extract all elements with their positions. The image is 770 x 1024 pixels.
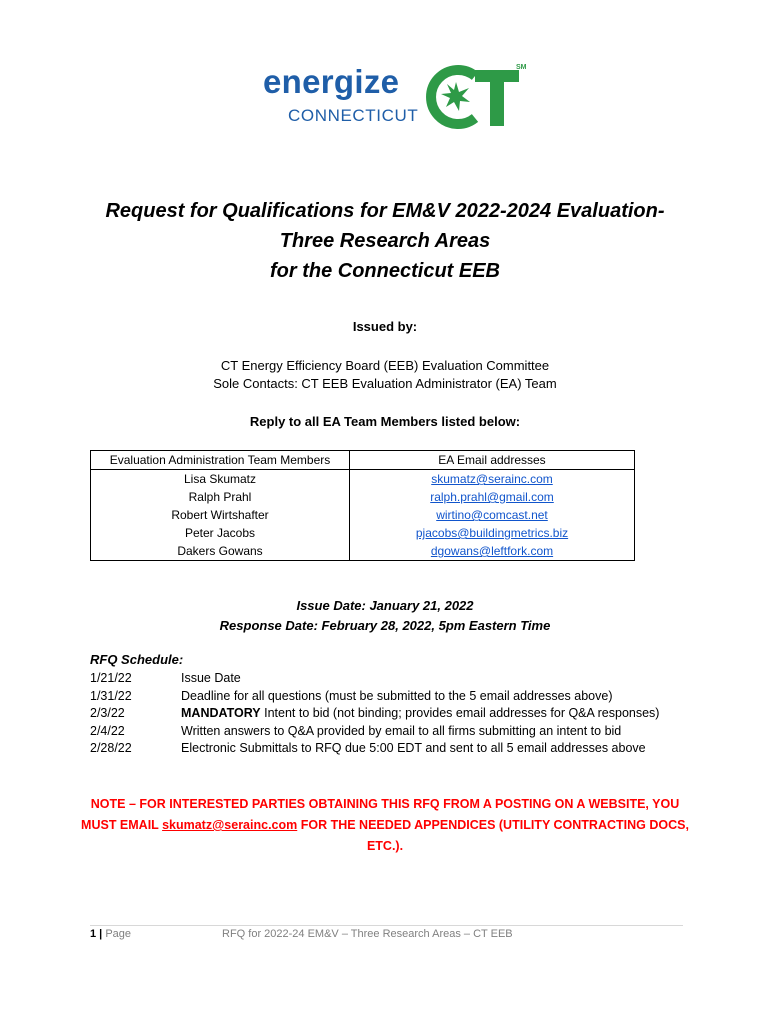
- title-line-1: Request for Qualifications for EM&V 2022-2024 Evaluation-: [105, 200, 665, 222]
- issuer-line-1: CT Energy Efficiency Board (EEB) Evaluation Committee: [220, 358, 550, 373]
- ct-mark-icon: [423, 64, 519, 130]
- header-emails: EA Email addresses: [350, 451, 635, 470]
- footer-title: RFQ for 2022-24 EM&V – Three Research Areas – CT EEB: [222, 928, 513, 940]
- title-line-2: Three Research Areas: [279, 230, 491, 252]
- table-row: [91, 488, 635, 506]
- header-members: Evaluation Administration Team Members: [91, 451, 350, 470]
- reply-instruction: Reply to all EA Team Members listed below:: [249, 414, 521, 429]
- member-name: Dakers Gowans: [91, 542, 350, 561]
- schedule-text: Electronic Submittals to RFQ due 5:00 EDT and sent to all 5 email addresses above: [181, 741, 646, 756]
- schedule-text: Deadline for all questions (must be submitted to the 5 email addresses above): [181, 688, 613, 703]
- logo-wordmark: energize: [263, 63, 400, 100]
- document-title: [60, 196, 710, 286]
- schedule-text: Written answers to Q&A provided by email to all firms submitting an intent to bid: [181, 723, 622, 738]
- member-email-link[interactable]: pjacobs@buildingmetrics.biz: [415, 526, 569, 540]
- member-email-link[interactable]: ralph.prahl@gmail.com: [430, 490, 554, 504]
- member-name: Robert Wirtshafter: [91, 506, 350, 524]
- schedule-emphasis: MANDATORY: [181, 706, 261, 721]
- member-email-link[interactable]: wirtino@comcast.net: [436, 508, 548, 522]
- website-notice: [80, 794, 690, 857]
- footer-page-number: [90, 928, 131, 940]
- service-mark: SM: [516, 64, 527, 71]
- schedule-list: [90, 670, 659, 758]
- title-line-3: for the Connecticut EEB: [269, 260, 500, 282]
- member-email-link[interactable]: skumatz@serainc.com: [431, 472, 553, 486]
- schedule-date: 1/21/22: [90, 671, 132, 685]
- schedule-date: 1/31/22: [90, 688, 132, 703]
- table-row: [91, 524, 635, 542]
- footer-divider: [90, 925, 683, 926]
- list-item: [90, 705, 659, 723]
- schedule-text: Issue Date: [181, 671, 241, 685]
- issuer-line-2: Sole Contacts: CT EEB Evaluation Administrator (EA) Team: [213, 376, 557, 391]
- table-row: [91, 542, 635, 561]
- member-name: Lisa Skumatz: [91, 470, 350, 489]
- list-item: [90, 688, 659, 706]
- notice-email-link[interactable]: skumatz@serainc.com: [162, 818, 298, 832]
- energize-ct-logo: [263, 62, 533, 132]
- page-number: 1: [90, 928, 97, 940]
- member-name: Peter Jacobs: [91, 524, 350, 542]
- issued-by-label: Issued by:: [352, 319, 418, 334]
- page-separator: |: [96, 928, 106, 940]
- notice-text-2: FOR THE NEEDED APPENDICES (UTILITY CONTRACTING DOCS, ETC.).: [297, 818, 689, 853]
- logo-subtitle: CONNECTICUT: [288, 106, 419, 125]
- table-row: [91, 470, 635, 489]
- member-name: Ralph Prahl: [91, 488, 350, 506]
- page-label: Page: [105, 928, 132, 940]
- list-item: [90, 723, 659, 741]
- list-item: [90, 740, 659, 758]
- issue-date: Issue Date: January 21, 2022: [296, 598, 474, 613]
- team-table: [90, 450, 635, 561]
- response-date: Response Date: February 28, 2022, 5pm Eastern Time: [219, 618, 551, 633]
- schedule-date: 2/4/22: [90, 723, 125, 738]
- team-table-header: [91, 451, 635, 470]
- table-row: [91, 506, 635, 524]
- notice-text-1: NOTE – FOR INTERESTED PARTIES OBTAINING THIS RFQ FROM A POSTING ON A WEBSITE, YOU MUST EMAIL: [81, 797, 680, 832]
- schedule-heading: RFQ Schedule:: [90, 652, 184, 667]
- list-item: [90, 670, 659, 688]
- member-email-link[interactable]: dgowans@leftfork.com: [430, 544, 554, 558]
- schedule-date: 2/3/22: [90, 706, 125, 721]
- schedule-text: Intent to bid (not binding; provides email addresses for Q&A responses): [260, 706, 660, 721]
- schedule-date: 2/28/22: [90, 741, 132, 756]
